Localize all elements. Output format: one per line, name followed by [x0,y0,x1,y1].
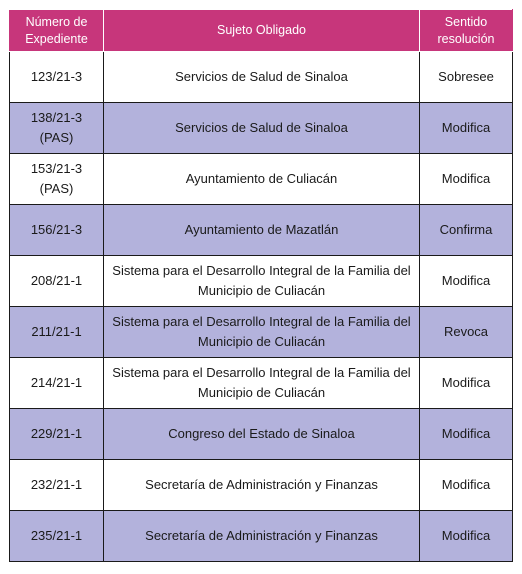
cell-sujeto: Secretaría de Administración y Finanzas [104,460,420,511]
cell-sujeto: Servicios de Salud de Sinaloa [104,52,420,103]
expediente-number: 214/21-1 [30,375,83,390]
cell-sentido: Sobresee [420,52,513,103]
expediente-number: 232/21-1 [30,477,83,492]
header-sentido-resolucion: Sentido resolución [420,10,513,52]
cell-sujeto: Ayuntamiento de Mazatlán [104,205,420,256]
expediente-note: (PAS) [39,130,74,145]
cell-sujeto: Secretaría de Administración y Finanzas [104,511,420,562]
cell-expediente [10,511,104,562]
table-body [10,52,513,562]
header-sujeto-obligado: Sujeto Obligado [104,10,420,52]
expediente-note: (PAS) [39,181,74,196]
cell-expediente [10,154,104,205]
cell-sentido: Modifica [420,256,513,307]
cell-sentido: Modifica [420,460,513,511]
cell-sujeto: Congreso del Estado de Sinaloa [104,409,420,460]
expediente-number: 208/21-1 [30,273,83,288]
cell-sujeto: Sistema para el Desarrollo Integral de la Familia del Municipio de Culiacán [104,256,420,307]
table-row [10,205,513,256]
cell-expediente [10,103,104,154]
expediente-number: 235/21-1 [30,528,83,543]
expediente-number: 211/21-1 [31,324,82,339]
cell-sujeto: Servicios de Salud de Sinaloa [104,103,420,154]
cell-sentido: Revoca [420,307,513,358]
table-row [10,307,513,358]
table-row [10,409,513,460]
cell-sentido: Modifica [420,409,513,460]
cell-expediente [10,205,104,256]
cell-sentido: Confirma [420,205,513,256]
table-row [10,511,513,562]
expediente-number: 229/21-1 [30,426,83,441]
cell-expediente [10,409,104,460]
cell-expediente [10,460,104,511]
expediente-number: 123/21-3 [30,69,83,84]
cell-sujeto: Sistema para el Desarrollo Integral de la Familia del Municipio de Culiacán [104,358,420,409]
cell-sentido: Modifica [420,511,513,562]
cell-expediente [10,307,104,358]
cell-expediente [10,358,104,409]
cell-sujeto: Ayuntamiento de Culiacán [104,154,420,205]
cell-sentido: Modifica [420,103,513,154]
cell-sujeto: Sistema para el Desarrollo Integral de la Familia del Municipio de Culiacán [104,307,420,358]
expediente-number: 156/21-3 [30,222,83,237]
cell-expediente [10,256,104,307]
table-row [10,358,513,409]
resolutions-table [9,9,513,562]
cell-sentido: Modifica [420,358,513,409]
table-header-row [10,10,513,52]
table-row [10,103,513,154]
cell-sentido: Modifica [420,154,513,205]
expediente-number: 153/21-3 [30,161,83,176]
cell-expediente [10,52,104,103]
table-row [10,154,513,205]
header-expediente: Número de Expediente [10,10,104,52]
table-row [10,460,513,511]
table-row [10,256,513,307]
expediente-number: 138/21-3 [30,110,83,125]
table-row [10,52,513,103]
